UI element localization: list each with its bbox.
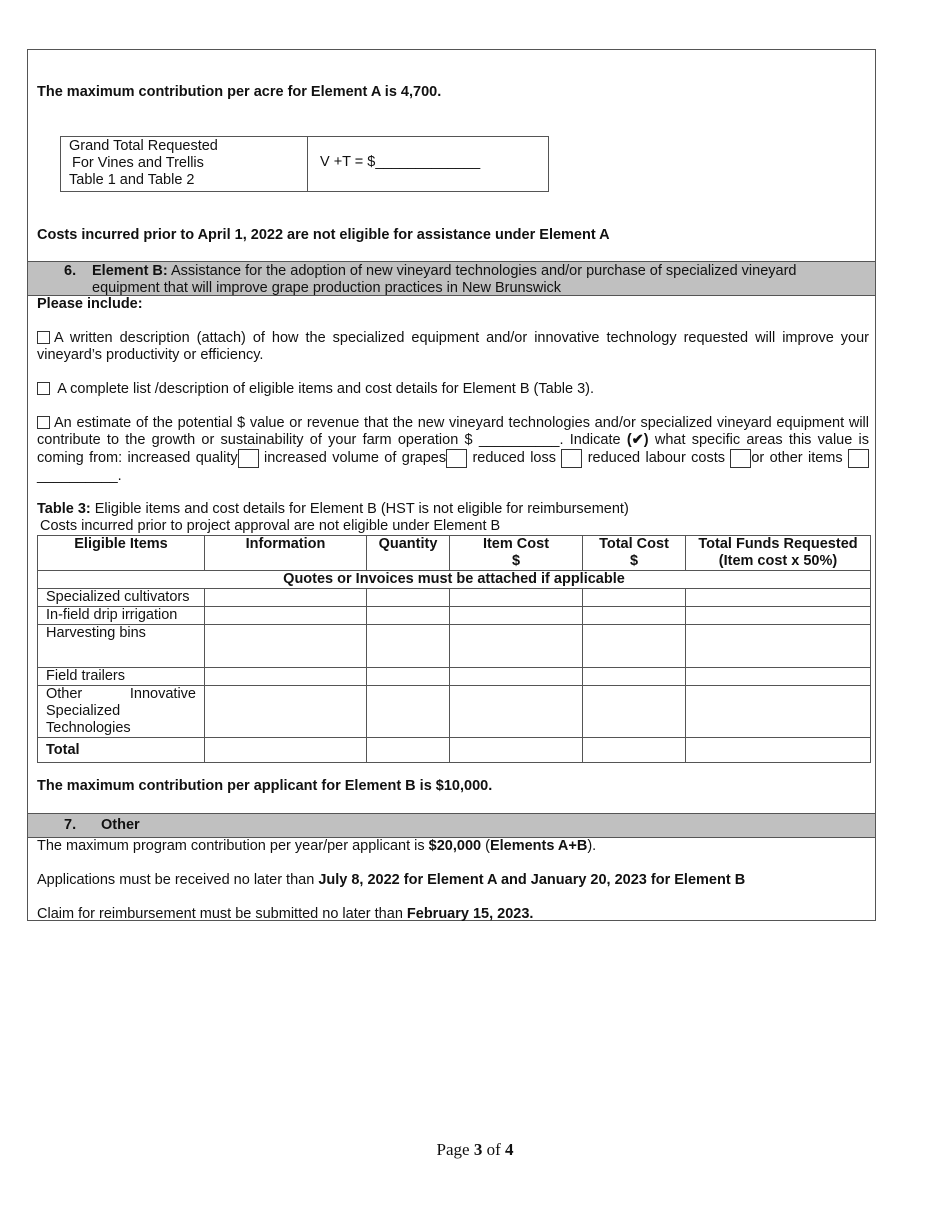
- row-label: In-field drip irrigation: [38, 607, 205, 625]
- total-funds-cell[interactable]: [686, 589, 871, 607]
- checkbox-increased-quality[interactable]: [238, 449, 259, 468]
- item-cost-cell[interactable]: [450, 686, 583, 738]
- please-include-heading: Please include:: [37, 296, 143, 312]
- total-label: Total: [38, 738, 205, 763]
- other-max-contribution: The maximum program contribution per year/per applicant is $20,000 (Elements A+B).: [37, 838, 597, 854]
- quantity-cell[interactable]: [367, 589, 450, 607]
- quantity-cell[interactable]: [367, 668, 450, 686]
- header-quantity: Quantity: [367, 536, 450, 571]
- quantity-cell[interactable]: [367, 738, 450, 763]
- section-6-description: Assistance for the adoption of new vineyard technologies and/or purchase of specialized vineyard: [170, 263, 797, 279]
- application-deadlines: Applications must be received no later than July 8, 2022 for Element A and January 20, 2023 for Element B: [37, 872, 746, 888]
- total-cost-cell[interactable]: [583, 625, 686, 668]
- info-cell[interactable]: [205, 668, 367, 686]
- row-label: Specialized cultivators: [38, 589, 205, 607]
- form-frame: [27, 49, 876, 921]
- section-6-header: 6. Element B: Assistance for the adoption of new vineyard technologies and/or purchase of specialized vineyard equipment that will improve grape production practices in New Brunswick: [28, 261, 875, 296]
- page-total: 4: [504, 1140, 514, 1159]
- total-funds-cell[interactable]: [686, 686, 871, 738]
- total-funds-cell[interactable]: [686, 625, 871, 668]
- info-cell[interactable]: [205, 625, 367, 668]
- header-total-cost: Total Cost $: [583, 536, 686, 571]
- total-cost-cell[interactable]: [583, 668, 686, 686]
- item-cost-cell[interactable]: [450, 625, 583, 668]
- checkbox-increased-volume[interactable]: [446, 449, 467, 468]
- section-7-header: [28, 813, 875, 838]
- table-header-row: [38, 536, 871, 571]
- row-label: Other Innovative Specialized Technologies: [38, 686, 205, 738]
- section-6-title: Element B:: [92, 263, 168, 279]
- header-information: Information: [205, 536, 367, 571]
- page-footer: Page 3 of 4: [436, 1140, 514, 1159]
- checkbox-written-description[interactable]: [37, 331, 50, 344]
- quotes-note-row: [38, 571, 871, 589]
- total-cost-cell[interactable]: [583, 738, 686, 763]
- checkbox-reduced-loss[interactable]: [561, 449, 582, 468]
- info-cell[interactable]: [205, 686, 367, 738]
- quantity-cell[interactable]: [367, 625, 450, 668]
- element-a-max-contribution: The maximum contribution per acre for Element A is 4,700.: [37, 84, 442, 100]
- total-funds-cell[interactable]: [686, 738, 871, 763]
- table-3: [37, 535, 871, 763]
- total-cost-cell[interactable]: [583, 686, 686, 738]
- info-cell[interactable]: [205, 589, 367, 607]
- other-items-field[interactable]: __________.: [37, 468, 122, 484]
- table-3-caption: Table 3: Eligible items and cost details for Element B (HST is not eligible for reimbursement): [37, 501, 629, 517]
- total-row: [38, 738, 871, 763]
- quantity-cell[interactable]: [367, 686, 450, 738]
- quotes-note: Quotes or Invoices must be attached if applicable: [38, 571, 871, 589]
- row-label: Field trailers: [38, 668, 205, 686]
- total-funds-cell[interactable]: [686, 607, 871, 625]
- checkmark-indicator: (✔): [626, 432, 649, 448]
- quantity-cell[interactable]: [367, 607, 450, 625]
- checkbox-estimate[interactable]: [37, 416, 50, 429]
- checkbox-other-items[interactable]: [848, 449, 869, 468]
- info-cell[interactable]: [205, 738, 367, 763]
- section-7-number: 7.: [64, 817, 77, 833]
- total-funds-cell[interactable]: [686, 668, 871, 686]
- claim-deadline: Claim for reimbursement must be submitted no later than February 15, 2023.: [37, 906, 534, 922]
- total-cost-cell[interactable]: [583, 607, 686, 625]
- item-cost-cell[interactable]: [450, 589, 583, 607]
- grand-total-label: Grand Total Requested For Vines and Trellis Table 1 and Table 2: [61, 137, 308, 191]
- checklist-item-3: An estimate of the potential $ value or revenue that the new vineyard technologies and/or specialized vineyard equipment will contribute to the growth or sustainability of your farm operation $ __________. Indicate (✔) what specific areas this value is coming from: increased quality increased volume of grapes reduced loss reduced labour costs or other items __________.: [37, 415, 870, 484]
- section-7-title: Other: [101, 817, 140, 833]
- checklist-item-1: A written description (attach) of how the specialized equipment and/or innovative technology requested will improve your vineyard’s productivity or efficiency.: [37, 330, 869, 363]
- table-row: [38, 607, 871, 625]
- table-row: [38, 668, 871, 686]
- checklist-item-2: A complete list /description of eligible items and cost details for Element B (Table 3).: [37, 381, 594, 397]
- table-3-caption-line2: Costs incurred prior to project approval are not eligible under Element B: [40, 518, 501, 534]
- info-cell[interactable]: [205, 607, 367, 625]
- checkbox-complete-list[interactable]: [37, 382, 50, 395]
- header-item-cost: Item Cost $: [450, 536, 583, 571]
- grand-total-box: [60, 136, 549, 192]
- item-cost-cell[interactable]: [450, 607, 583, 625]
- checkbox-reduced-labour[interactable]: [730, 449, 751, 468]
- element-b-max-contribution: The maximum contribution per applicant for Element B is $10,000.: [37, 778, 493, 794]
- table-row: [38, 589, 871, 607]
- item-cost-cell[interactable]: [450, 668, 583, 686]
- header-eligible-items: Eligible Items: [38, 536, 205, 571]
- table-row: [38, 625, 871, 668]
- total-cost-cell[interactable]: [583, 589, 686, 607]
- grand-total-value-field[interactable]: V +T = $_____________: [320, 154, 481, 170]
- element-a-costs-note: Costs incurred prior to April 1, 2022 are not eligible for assistance under Element A: [37, 227, 610, 243]
- table-row: [38, 686, 871, 738]
- section-6-number: 6.: [64, 263, 77, 279]
- item-cost-cell[interactable]: [450, 738, 583, 763]
- row-label: Harvesting bins: [38, 625, 205, 668]
- header-total-funds: Total Funds Requested (Item cost x 50%): [686, 536, 871, 571]
- page-number: 3: [473, 1140, 483, 1159]
